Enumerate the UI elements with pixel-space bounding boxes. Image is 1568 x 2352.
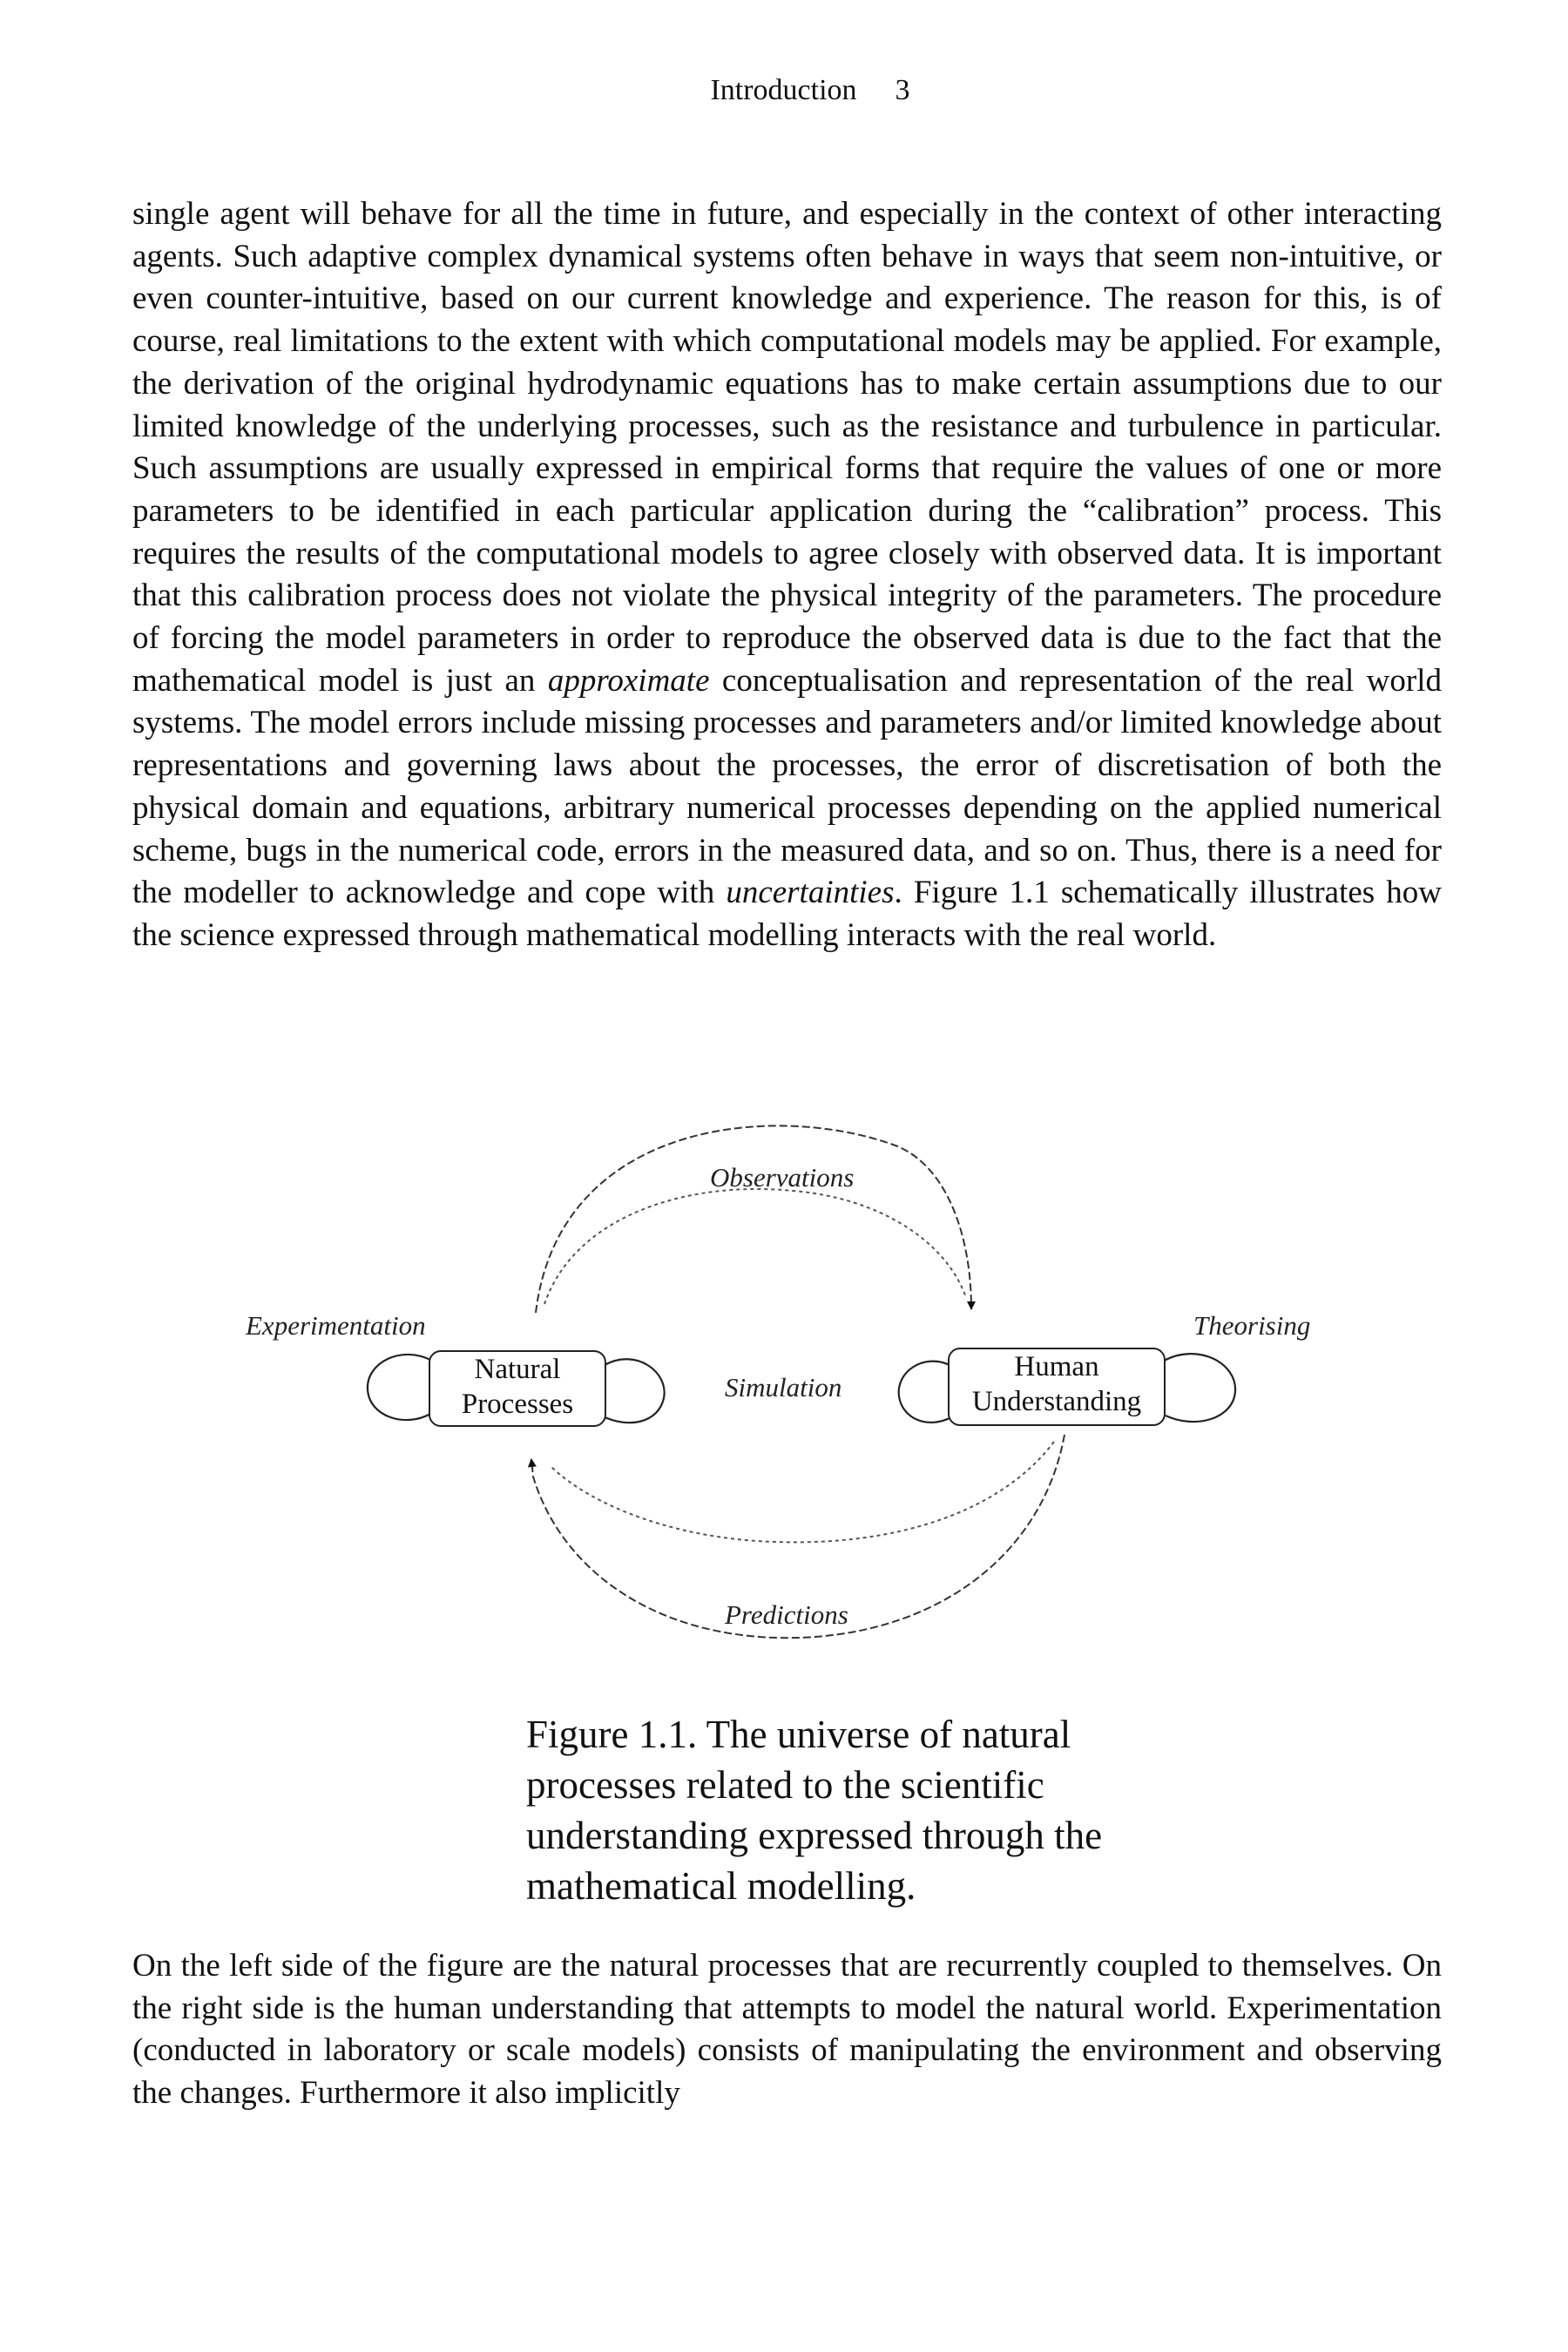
human-box-line-2: Understanding — [971, 1386, 1142, 1417]
experimentation-loop — [368, 1355, 432, 1420]
experimentation-label: Experimentation — [246, 1310, 426, 1341]
figure-caption: Figure 1.1. The universe of natural processes related to the scientific understanding expressed through the mathematical modelling. — [526, 1713, 1103, 1908]
body-paragraph-2: On the left side of the figure are the natural processes that are recurrently coupled to themselves. On the right side is the human understanding that attempts to model the natural world. Experimentation (conducted in laboratory or scale models) consists of manipulating the environment and observing the changes. Furthermore it also implicitly — [132, 1948, 1442, 2112]
human-understanding-box — [948, 1348, 1166, 1426]
page-number: 3 — [895, 74, 910, 106]
natural-box-line-2: Processes — [461, 1389, 574, 1420]
observations-inner-arc — [544, 1189, 965, 1304]
emphasis-approximate: approximate — [547, 662, 710, 699]
figure-1-1-diagram — [235, 1111, 1342, 1677]
theorising-label: Theorising — [1193, 1310, 1311, 1341]
paragraph-1-text-c: . Figure 1.1 schematically illustrates how the science expressed through mathematical modelling interacts with the real world. — [132, 875, 1443, 953]
paragraph-1-text-a: single agent will behave for all the time in future, and especially in the context of other interacting agents. Such adaptive complex dynamical systems often behave in ways that seem non-intuitive, or even counter-intuitive, based on our current knowledge and experience. The reason for this, is of course, real limitations to the extent with which computational models may be applied. For example, the derivation of the original hydrodynamic equations has to make certain assumptions due to our limited knowledge of the underlying processes, such as the resistance and turbulence in particular. Such assumptions are usually expressed in empirical forms that require the values of one or more parameters to be identified in each particular application during the “calibration” process. This requires the results of the computational models to agree closely with observed data. It is important that this calibration process does not violate the physical integrity of the parameters. The procedure of forcing the model parameters in order to reproduce the observed data is due to the fact that the mathematical model is just an — [132, 196, 1442, 699]
natural-processes-box — [429, 1350, 606, 1427]
simulation-loop-right — [899, 1362, 951, 1423]
running-header — [0, 71, 1568, 110]
observations-label: Observations — [710, 1162, 855, 1193]
theorising-loop — [1164, 1354, 1235, 1422]
human-box-line-1: Human — [1014, 1351, 1099, 1382]
body-paragraph-1 — [132, 193, 1442, 957]
predictions-label: Predictions — [725, 1599, 848, 1630]
emphasis-uncertainties: uncertainties — [726, 875, 895, 911]
observations-outer-arc — [536, 1125, 971, 1313]
paragraph-1-text-b: conceptualisation and representation of the real world systems. The model errors include missing processes and parameters and/or limited knowledge about representations and governing laws about the processes, the error of discretisation of both the physical domain and equations, arbitrary numerical processes depending on the applied numerical scheme, bugs in the numerical code, errors in the measured data, and so on. Thus, there is a need for the modeller to acknowledge and cope with — [132, 662, 1442, 911]
natural-box-line-1: Natural — [474, 1354, 561, 1385]
simulation-loop-left — [601, 1359, 665, 1423]
running-header-title: Introduction — [710, 74, 857, 106]
simulation-label: Simulation — [725, 1372, 842, 1402]
predictions-inner-arc — [551, 1442, 1054, 1542]
